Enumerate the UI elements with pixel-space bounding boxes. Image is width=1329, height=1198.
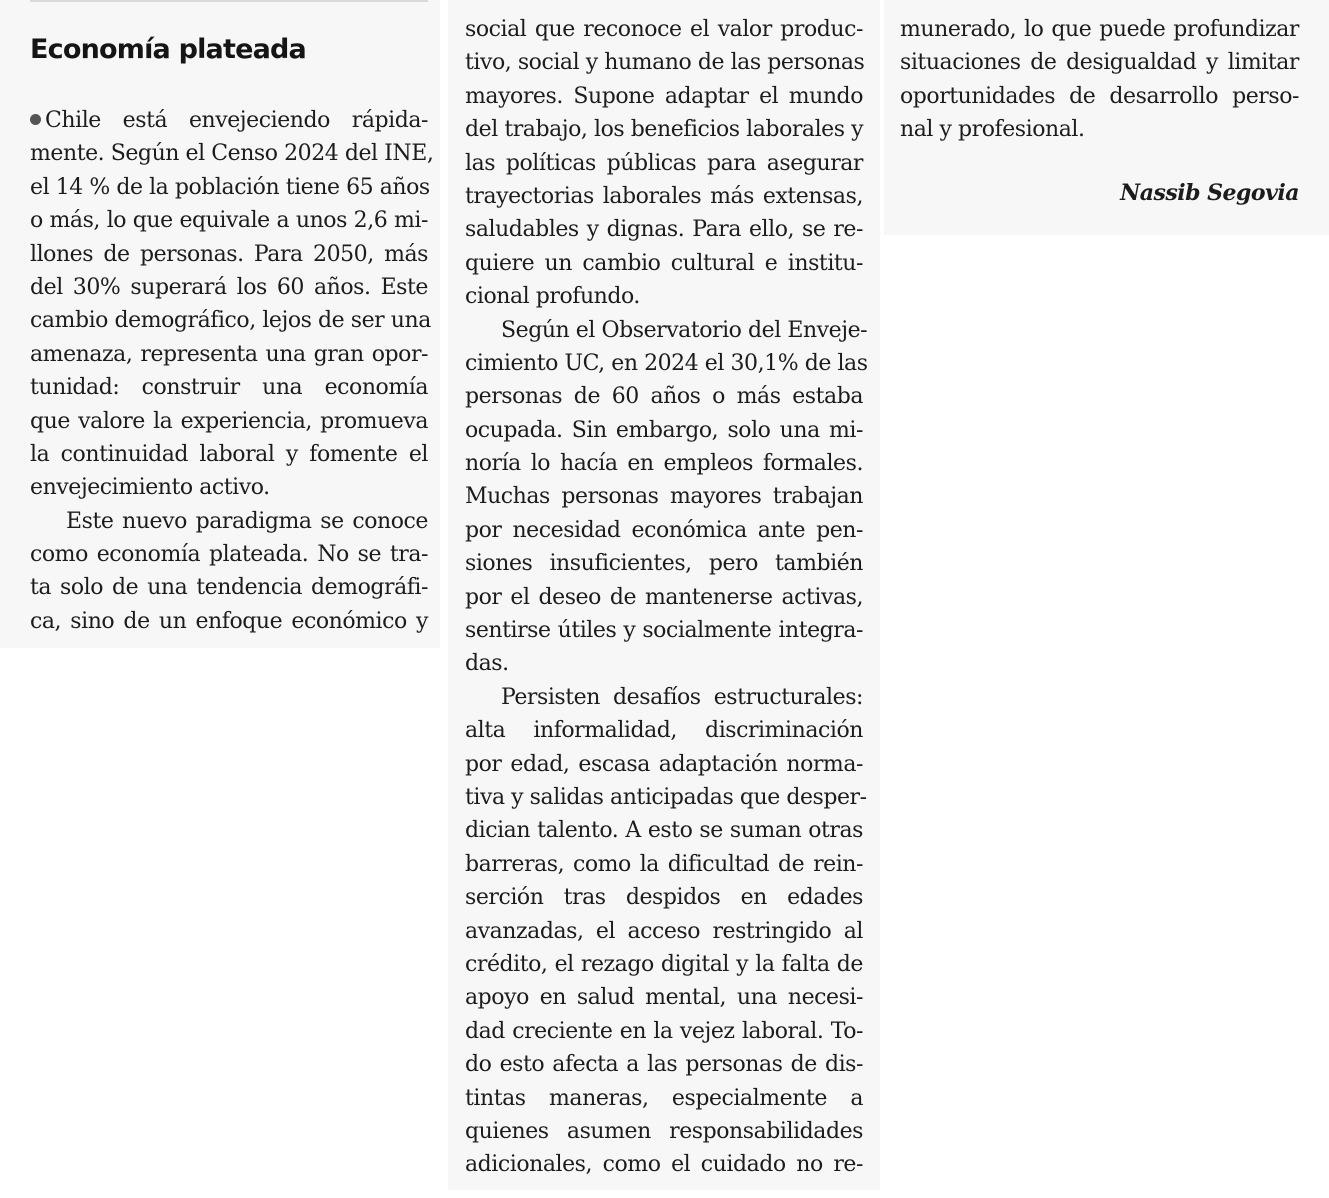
text-line: por edad, escasa adaptación norma-	[465, 751, 863, 777]
text-line: siones insuficientes, pero también	[465, 551, 863, 577]
text-line: tunidad: construir una economía	[30, 375, 428, 401]
text-line: dad creciente en la vejez laboral. To-	[465, 1018, 863, 1044]
text-line: tintas maneras, especialmente a	[465, 1085, 863, 1111]
text-line: Persisten desafíos estructurales:	[501, 684, 863, 710]
text-line: cional profundo.	[465, 284, 640, 310]
text-line: adicionales, como el cuidado no re-	[465, 1152, 863, 1178]
text-line: ca, sino de un enfoque económico y	[30, 608, 428, 634]
column-2	[465, 13, 868, 1182]
text-line: cimiento UC, en 2024 el 30,1% de las	[465, 350, 868, 376]
text-line: por el deseo de mantenerse activas,	[465, 584, 863, 610]
text-line: quiere un cambio cultural e institu-	[465, 250, 863, 276]
text-line: Chile está envejeciendo rápida-	[30, 104, 428, 137]
text-line: nal y profesional.	[900, 117, 1085, 143]
text-line: llones de personas. Para 2050, más	[30, 241, 428, 267]
bullet-icon	[30, 114, 41, 125]
text-line: barreras, como la dificultad de rein-	[465, 851, 863, 877]
text-line: el 14 % de la población tiene 65 años	[30, 174, 430, 200]
text-line: saludables y dignas. Para ello, se re-	[465, 217, 863, 243]
text-line: serción tras despidos en edades	[465, 885, 863, 911]
text-line: alta informalidad, discriminación	[465, 718, 863, 744]
text-line: del trabajo, los beneficios laborales y	[465, 117, 864, 143]
text-line: das.	[465, 651, 509, 677]
text-line: situaciones de desigualdad y limitar	[900, 50, 1299, 76]
text-line: noría lo hacía en empleos formales.	[465, 451, 863, 477]
text-line: trayectorias laborales más extensas,	[465, 183, 863, 209]
text-line: Según el Observatorio del Enveje-	[501, 317, 868, 343]
text-line: oportunidades de desarrollo perso-	[900, 83, 1299, 109]
text-line: sentirse útiles y socialmente integra-	[465, 618, 863, 644]
text-line: o más, lo que equivale a unos 2,6 mi-	[30, 208, 428, 234]
text-line: mayores. Supone adaptar el mundo	[465, 83, 863, 109]
text-line: mente. Según el Censo 2024 del INE,	[30, 141, 434, 167]
text-line: ocupada. Sin embargo, solo una mi-	[465, 417, 863, 443]
text-line: como economía plateada. No se tra-	[30, 542, 428, 568]
text-line: tiva y salidas anticipadas que desper-	[465, 784, 867, 810]
text-line: quienes asumen responsabilidades	[465, 1118, 863, 1144]
text-line: avanzadas, el acceso restringido al	[465, 918, 863, 944]
text-line: dician talento. A esto se suman otras	[465, 818, 863, 844]
top-rule	[30, 0, 428, 2]
text-line: apoyo en salud mental, una necesi-	[465, 985, 863, 1011]
text-line: las políticas públicas para asegurar	[465, 150, 863, 176]
text-line: personas de 60 años o más estaba	[465, 384, 863, 410]
text-line: envejecimiento activo.	[30, 475, 270, 501]
text-line: la continuidad laboral y fomente el	[30, 441, 428, 467]
text-line: social que reconoce el valor produc-	[465, 17, 863, 42]
column-1	[30, 104, 434, 638]
text-line: del 30% superará los 60 años. Este	[30, 274, 428, 300]
text-line: que valore la experiencia, promueva	[30, 408, 428, 434]
text-line: amenaza, representa una gran opor-	[30, 341, 428, 367]
text-line: do esto afecta a las personas de dis-	[465, 1052, 863, 1078]
text-line: por necesidad económica ante pen-	[465, 517, 863, 543]
text-line: ta solo de una tendencia demográfi-	[30, 575, 428, 601]
article-title: Economía plateada	[30, 34, 306, 65]
text-line: munerado, lo que puede profundizar	[900, 17, 1299, 42]
text-line: Muchas personas mayores trabajan	[465, 484, 863, 510]
text-line: Este nuevo paradigma se conoce	[66, 508, 428, 534]
text-line: tivo, social y humano de las personas	[465, 50, 865, 76]
column-3	[900, 13, 1299, 147]
text-line: cambio demográfico, lejos de ser una	[30, 308, 431, 334]
text-line: crédito, el rezago digital y la falta de	[465, 951, 863, 977]
author-signature: Nassib Segovia	[1120, 180, 1299, 206]
